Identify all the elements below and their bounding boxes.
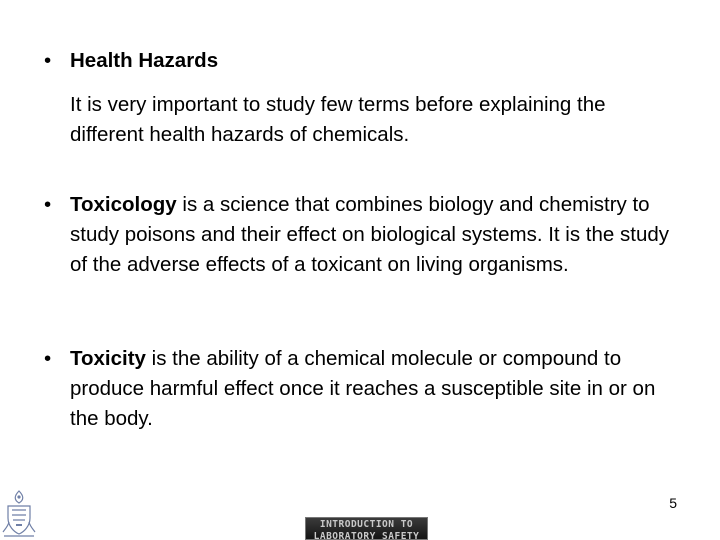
introduction-to-laboratory-safety-banner (305, 517, 428, 540)
bullet-text (70, 46, 680, 76)
bullet-heading: Health Hazards (70, 49, 219, 72)
bullet-symbol: • (44, 347, 52, 370)
university-crest-icon (0, 488, 38, 540)
bullet-toxicology (44, 190, 680, 280)
bullet-symbol: • (44, 49, 52, 72)
bullet-text (70, 344, 680, 434)
bullet-toxicity (44, 344, 680, 434)
bullet-text (70, 190, 680, 280)
toxicity-definition: is the ability of a chemical molecule or compound to produce harmful effect once it reaches a susceptible site in or on the body. (70, 347, 656, 430)
toxicology-definition: is a science that combines biology and chemistry to study poisons and their effect on biological systems. It is the study of the adverse effects of a toxicant on living organisms. (70, 193, 669, 276)
bullet-symbol: • (44, 193, 52, 216)
banner-line-1: INTRODUCTION TO (319, 519, 414, 530)
intro-paragraph: It is very important to study few terms before explaining the different health hazards of chemicals. (70, 93, 606, 146)
banner-line-2: LABORATORY SAFETY (313, 531, 420, 540)
term-toxicity: Toxicity (70, 347, 146, 370)
bullet-health-hazards (44, 46, 680, 76)
page-number: 5 (669, 495, 677, 511)
term-toxicology: Toxicology (70, 193, 177, 216)
